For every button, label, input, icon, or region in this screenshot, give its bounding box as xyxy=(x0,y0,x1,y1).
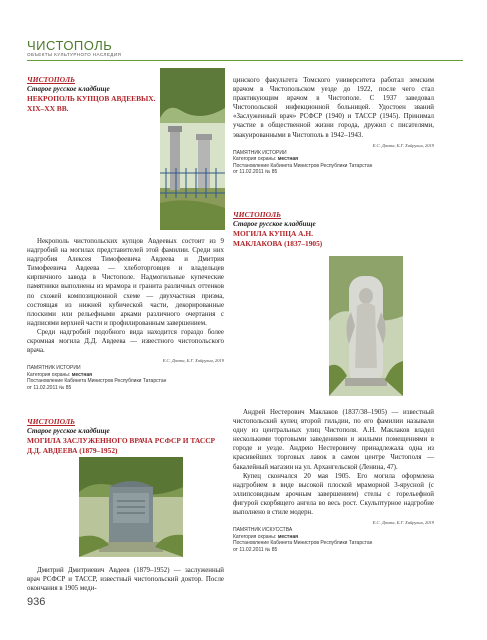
decree-date: от 11.02.2011 № 85 xyxy=(27,385,72,391)
body-paragraph: Купец скончался 20 мая 1905. Его могила оформлена надгробием в виде высокой плоской мраморной 3-ярусной (с эллипсовидным арочным завершением) стелы с горельефной фигурой скорбящего ангела во весь рост. Скульптурное надгробие выполнено в стиле модерн. xyxy=(233,472,434,517)
monument-type: ПАМЯТНИК ИСТОРИИ xyxy=(233,149,287,156)
avdeev-grave-photo-image xyxy=(79,457,183,557)
body-paragraph: Андрей Нестерович Маклаков (1837/38–1905) — известный чистопольский купец второй гильдии, по его фамилии называли одну из центральных улиц Чистополя. А.Н. Маклаков владел несколькими торговыми заведениями и жилыми помещениями в городе и уезде. Андрею Нестеровичу принадлежала одна из красивейших торговых лавок в самом центре Чистополя — бакалейный магазин на ул. Архангельской (Ленина, 47). xyxy=(233,409,434,471)
protection-meta xyxy=(27,365,224,391)
entry-object-title: МОГИЛА ЗАСЛУЖЕННОГО ВРАЧА РСФСР И ТАССР Д.Д. АВДЕЕВА (1879–1952) xyxy=(27,436,216,455)
entry-cemetery: Старое русское кладбище xyxy=(27,427,110,435)
monument-type: ПАМЯТНИК ИСКУССТВА xyxy=(233,527,293,534)
body-paragraph: Дмитрий Дмитриевич Авдеев (1879–1952) — заслуженный врач РСФСР и ТАССР, известный чистопольский доктор. После окончания в 1905 меди- xyxy=(27,567,224,593)
decree-text: Постановление Кабинета Министров Республики Татарстан xyxy=(233,540,373,547)
entry-avdeev-necropolis-heading xyxy=(27,75,157,113)
protection-category: Категория охраны: местная xyxy=(233,156,299,163)
protection-category: Категория охраны: местная xyxy=(27,371,93,378)
decree-text: Постановление Кабинета Министров Республики Татарстан xyxy=(233,162,373,169)
entry-maklakov-heading xyxy=(233,210,363,248)
entry-city: ЧИСТОПОЛЬ xyxy=(27,417,75,426)
maklakov-grave-photo-image xyxy=(329,256,403,396)
entry-avdeev-grave-heading xyxy=(27,417,224,455)
entry-maklakov-body xyxy=(233,408,434,554)
necropolis-photo-image xyxy=(160,68,225,230)
running-header-title: ЧИСТОПОЛЬ xyxy=(27,38,113,53)
body-paragraph: цинского факультета Томского университета работал земским врачом в Чистопольском уезде до 1922, после чего стал практикующим врачом в Чистополе. С 1937 заведовал Чистопольской инфекционной больницей. Удостоен званий «Заслуженный врач» РСФСР (1940) и ТАССР (1945). Принимал участие в общественной жизни города, дружил с писателями, эвакуированными в Чистополь в 1942–1943. xyxy=(233,77,434,139)
entry-cemetery: Старое русское кладбище xyxy=(233,220,316,228)
photo-maklakov-grave xyxy=(329,256,403,396)
body-paragraph: Некрополь чистопольских купцов Авдеевых состоит из 9 надгробий на могилах представителей этой фамилии. Среди них надгробия Алексея Тимофеевича Авдеева и Дмитрия Тимофеевича Авдеева — хлеботорговцев и владельцев кирпичного завода в Чистополе. Надмогильные купеческие памятники выполнены из мрамора и гранита различных оттенков по схожей композиционной схеме — двухчастная призма, состоящая из нижней кубической части, декорированные плоскими или рельефными арками различного очертания с надписями верхней части и профилированным завершением. xyxy=(27,238,224,327)
entry-city: ЧИСТОПОЛЬ xyxy=(233,210,281,219)
entry-avdeev-grave-body xyxy=(27,566,224,593)
entry-object-title: МОГИЛА КУПЦА А.Н. МАКЛАКОВА (1837–1905) xyxy=(233,229,323,248)
page-number: 936 xyxy=(27,596,46,608)
protection-meta xyxy=(233,527,434,553)
entry-avdeev-necropolis-body xyxy=(27,237,224,392)
entry-cemetery: Старое русское кладбище xyxy=(27,85,110,93)
entry-avdeev-grave-continuation xyxy=(233,76,434,176)
entry-object-title: НЕКРОПОЛЬ КУПЦОВ АВДЕЕВЫХ. XIX–XX ВВ. xyxy=(27,94,156,113)
decree-date: от 11.02.2011 № 85 xyxy=(233,546,278,553)
decree-text: Постановление Кабинета Министров Республики Татарстан xyxy=(27,378,167,385)
decree-date: от 11.02.2011 № 85 xyxy=(233,169,278,176)
author-credit: Е.С. Дахта, Б.Г. Хайрулин, 2019 xyxy=(372,142,434,148)
monument-type: ПАМЯТНИК ИСТОРИИ xyxy=(27,365,81,372)
photo-avdeev-grave xyxy=(79,457,183,557)
running-header-subtitle: ОБЪЕКТЫ КУЛЬТУРНОГО НАСЛЕДИЯ xyxy=(27,52,122,57)
body-paragraph: Среди надгробий подобного вида находится гораздо более скромная могила Д.Д. Авдеева — известного чистопольского врача. xyxy=(27,328,224,355)
author-credit: Е.С. Дахта, Б.Г. Хайрулин, 2019 xyxy=(372,520,434,526)
author-credit: Е.С. Дахта, Б.Г. Хайрулин, 2019 xyxy=(162,358,224,364)
header-rule xyxy=(27,60,463,61)
protection-category: Категория охраны: местная xyxy=(233,533,299,540)
photo-avdeev-necropolis xyxy=(160,68,225,230)
protection-meta xyxy=(233,150,434,176)
entry-city: ЧИСТОПОЛЬ xyxy=(27,75,75,84)
